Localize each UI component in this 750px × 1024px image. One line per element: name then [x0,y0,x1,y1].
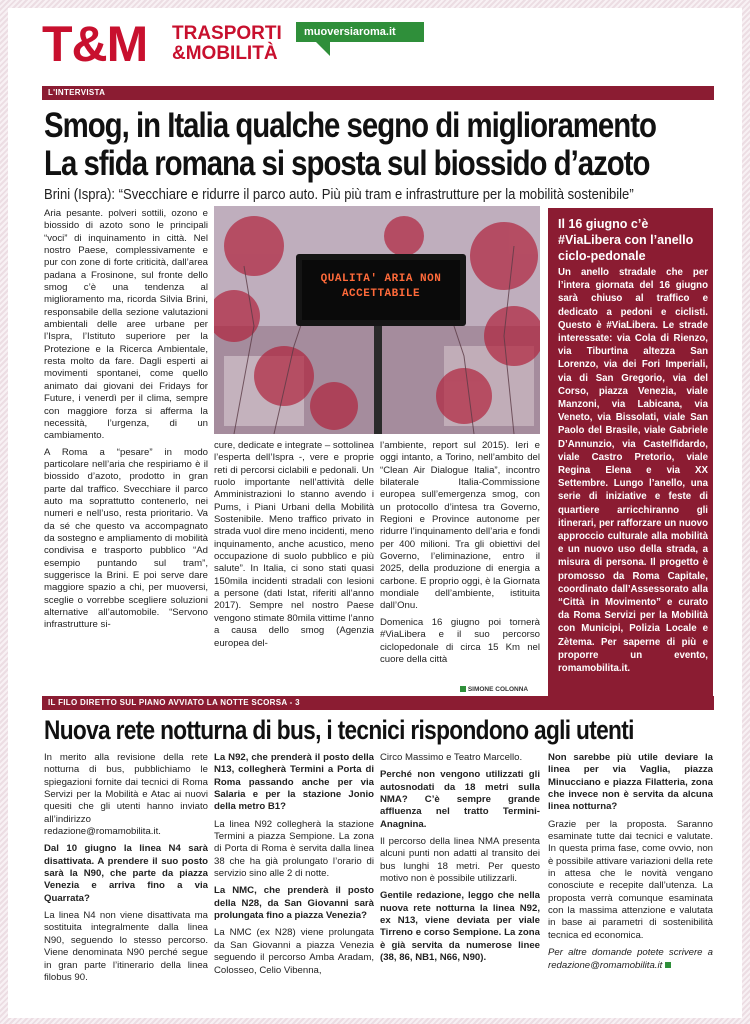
sign-display-text: QUALITA' ARIA NON ACCETTABILE [320,273,442,300]
expert-answer: La linea N92 collegherà la stazione Termini a piazza Sempione. La zona di Porta di Roma è servita dalla linea 38 che ha già prolungato l’orario di servizio sino alle 2 di notte. [214,818,374,880]
headline-bus: Nuova rete notturna di bus, i tecnici rispondono agli utenti [44,715,634,745]
photo-credit [460,686,528,694]
site-badge: muoversiaroma.it [296,22,424,42]
article2-column-1 [44,752,208,1012]
credit-marker-icon [460,686,466,692]
article2-column-2 [214,752,374,1012]
newspaper-page [8,8,742,1018]
article1-column-3 [380,440,540,684]
sidebar-body: Un anello stradale che per l’intera giornata del 16 giugno sarà chiuso al traffico e dedicato a pedoni e ciclisti. Questo è #ViaLibera. Le strade interessate: via Cola di Rienzo, via Tiburtina altezza San Lorenzo, via dei Fori Imperiali, via di San Gregorio, via del Corso, piazza Venezia, viale Manzoni, via Labicana, via Veneto, via Bissolati, viale San Paolo del Brasile, viale Gabriele D’Annunzio, via Castelfidardo, viale Castro Pretorio, viale Regina Elena e via XX Settembre. Lungo l’anello, una serie di iniziative e feste di quartiere arricchiranno gli itinerari, per rafforzare un nuovo approccio culturale alla mobilità e un nuovo uso della strada, a misura di persona. Il progetto è promosso da Roma Capitale, coordinato dall’Assessorato alla “Città in Movimento” e curato da Roma Servizi per la Mobilità con Municipi, Polizia Locale e Zètema. Per saperne di più e proporre un evento, romamobilita.it. [558,267,708,675]
reader-question: Non sarebbe più utile deviare la linea per via Vaglia, piazza Minucciano e piazza Filatteria, zona che invece non è servita da alcuna linea notturna? [548,752,713,813]
article1-paragraph: cure, dedicate e integrate – sottolinea l’esperta dell’Ispra -, vere e proprie reti di percorsi ciclabili e pedonali. Un ruolo importante nell’attività delle Amministrazioni lo stanno avendo i Pums, i Piani Urbani della Mobilità Sostenibile. Meno traffico privato in strada vuol dire meno incidenti, meno inquinamento, anche acustico, meno occupazione di suolo pubblico e più salute”. In Italia, ci sono stati quasi 150mila incidenti stradali con lesioni a persone (dati Istat, riferiti all’anno 2017). Sempre nel nostro Paese vengono stimate 80mila vittime l’anno a causa dello smog (Agenzia europea del- [214,440,374,649]
section-bar-filo-diretto: IL FILO DIRETTO SUL PIANO AVVIATO LA NOTTE SCORSA - 3 [42,696,714,710]
headline-line-2: La sfida romana si sposta sul biossido d’azoto [44,144,650,183]
logo-line-1: TRASPORTI [172,23,282,44]
sidebar-title: Il 16 giugno c’è #ViaLibera con l’anello ciclo-pedonale [558,217,694,263]
article1-column-2 [214,440,374,696]
expert-answer: Il percorso della linea NMA presenta alcuni punti non adatti al transito dei bus lunghi 18 metri. Per questo motivo non è possibile utilizzarli. [380,836,540,885]
reader-question: Dal 10 giugno la linea N4 sarà disattivata. A prendere il suo posto sarà la N90, che parte da piazza Venezia e arriva fino a via Quarrata? [44,843,208,904]
expert-answer: Circo Massimo e Teatro Marcello. [380,752,523,763]
article2-paragraph: In merito alla revisione della rete notturna di bus, pubblichiamo le spiegazioni fornite dai tecnici di Roma Servizi per la Mobilità e Atac ai nuovi quesiti che gli utenti hanno inviato all’indirizzo redazione@romamobilita.it. [44,752,208,838]
reader-question: Gentile redazione, leggo che nella nuova rete notturna la linea N92, ex N13, viene deviata per viale Tirreno e corso Sempione. La zona è già servita da numerose linee (38, 86, NB1, N66, N90). [380,890,540,964]
reader-question: La N92, che prenderà il posto della N13, collegherà Termini a Porta di Roma passando anche per via Salaria e per la stazione Jonio della metro B1? [214,752,374,813]
article1-paragraph: Aria pesante. polveri sottili, ozono e biossido di azoto sono le principali “voci” di inquinamento in città. Nel nostro Paese, complessivamente e pur con zone di forte criticità, dall’area padana a Frosinone, sul fronte dello smog c’è una tendenza al miglioramento ma, ricorda Silvia Brini, responsabile della sezione valutazioni ambientali delle aree urbane per l’Ispra, l’Istituto superiore per la Protezione e la Ricerca Ambientale, resta molto da fare. Dagli esperti ai movimenti spontanei, come quello animato dai giovani dei Fridays for Future, i venerdì per il clima, sempre con maggiore forza si afferma la necessità, l’urgenza, di un cambiamento. [44,208,208,442]
vialibera-sidebar [548,208,713,696]
logo-words [172,24,282,64]
smog-sign-photo-illustration [214,206,540,434]
headline-line-1: Smog, in Italia qualche segno di miglioramento [44,106,656,145]
expert-answer: La linea N4 non viene disattivata ma sostituita integralmente dalla linea N90, seguendo lo stesso percorso. Viene denominata N90 perché segue in gran parte l’itinerario della linea filobus 90. [44,910,208,983]
reader-question: Perché non vengono utilizzati gli autosnodati da 18 metri sulla NMA? C’è sempre grande affluenza nel tratto Termini-Anagnina. [380,769,540,830]
article2-column-3 [380,752,540,1012]
article1-column-1 [44,208,208,696]
article-photo [214,206,540,434]
reader-question: La NMC, che prenderà il posto della N28, da San Giovanni sarà prolungata fino a piazza Venezia? [214,885,374,922]
contact-note-text: Per altre domande potete scrivere a redazione@romamobilita.it [548,947,713,971]
article1-paragraph: Domenica 16 giugno poi tornerà #ViaLibera e il suo percorso ciclopedonale di circa 15 Km nel cuore della città [380,616,540,665]
section-bar-intervista: L'INTERVISTA [42,86,714,100]
article1-paragraph: l’ambiente, report sul 2015). Ieri e oggi intanto, a Torino, nell’ambito del “Clean Air Dialogue Italia”, incontro bilaterale Italia-Commissione europea sull’emergenza smog, con un protocollo d’intesa tra Governo, Regioni e Province autonome per ridurre l’inquinamento dell’aria e fondi per 400 milioni. Tra gli obiettivi del Governo, l’eliminazione, entro il 2025, della produzione di energia a carbone. E proprio oggi, è la Giornata mondiale dell’ambiente, istituita dall’Onu. [380,440,540,612]
tm-logo [42,16,310,74]
logo-line-2: &MOBILITÀ [172,43,278,64]
site-badge-tail [316,42,330,56]
expert-answer: Grazie per la proposta. Saranno esaminate tutte dai tecnici e valutate. In questa prima fase, come ovvio, non è possibile attivare variazioni della rete in attesa che le novità vengano conosciute e recepite dall’utenza. La proposta verrà comunque esaminata con la massima attenzione e valutata in base ai parametri di sostenibilità tecnica ed economica. [548,818,713,941]
logo-mark: T&M [42,16,148,72]
photo-credit-name: SIMONE COLONNA [467,686,529,693]
contact-note [548,947,713,972]
end-marker-icon [665,962,671,968]
expert-answer: La NMC (ex N28) viene prolungata da San Giovanni a piazza Venezia seguendo il percorso Amba Aradam, Colosseo, Celio Vibenna, [214,927,374,976]
article2-column-4 [548,752,713,1012]
article1-paragraph: A Roma a “pesare” in modo particolare nell’aria che respiriamo è il biossido d’azoto, prodotto in gran parte dal traffico. Svecchiare il parco auto ma soprattutto contenerlo, nei numeri e nell’uso, resta prioritario. Va da sé che questo va accompagnato da sostegno e ampliamento di mobilità condivisa e trasporto pubblico “Ad esempio puntando sul tram”, suggerisce la Brini. E poi serve dare maggiore spazio a chi, per muoversi, sceglie o vorrebbe scegliere soluzioni alternative all’automobile. “Servono infrastrutture si- [44,446,208,631]
subheadline: Brini (Ispra): “Svecchiare e ridurre il parco auto. Più più tram e infrastrutture per la mobilità sostenibile” [44,186,634,203]
